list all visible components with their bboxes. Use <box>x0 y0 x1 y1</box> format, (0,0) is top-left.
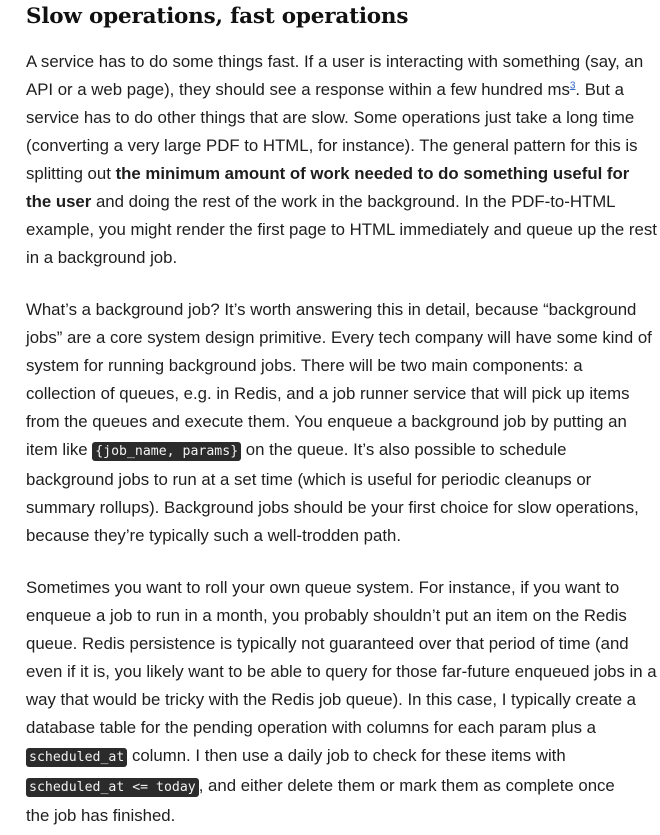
text-line: A service has to do some things fast. If a user is interacting with something (say, an <box>26 52 644 71</box>
text-line: in a background job. <box>26 248 178 267</box>
text-line: from the queues and execute them. You enqueue a background job by putting an <box>26 412 627 431</box>
emphasis-text: the minimum amount of work needed to do something useful for <box>115 164 630 183</box>
text-line: example, you might render the first page to HTML immediately and queue up the rest <box>26 220 657 239</box>
text-line: database table for the pending operation with columns for each param plus a <box>26 718 596 737</box>
text-line: way that would be tricky with the Redis job queue). In this case, I typically create a <box>26 690 637 709</box>
text-line: splitting out the minimum amount of work needed to do something useful for <box>26 164 630 183</box>
paragraph-background-jobs <box>26 296 660 550</box>
text-line: summary rollups). Background jobs should be your first choice for slow operations, <box>26 498 639 517</box>
text-line: jobs” are a core system design primitive. Every tech company will have some kind of <box>26 328 652 347</box>
text-line: because they’re typically such a well-trodden path. <box>26 526 401 545</box>
footnote-link[interactable]: 3 <box>569 80 576 92</box>
text-line: background jobs to run at a set time (which is useful for periodic cleanups or <box>26 470 592 489</box>
text-line: enqueue a job to run in a month, you probably shouldn’t put an item on the Redis <box>26 606 627 625</box>
text-line: the job has finished. <box>26 806 176 825</box>
text-line: Sometimes you want to roll your own queue system. For instance, if you want to <box>26 578 620 597</box>
text-line: collection of queues, e.g. in Redis, and a job runner service that will pick up items <box>26 384 630 403</box>
inline-code: {job_name, params} <box>92 442 241 461</box>
section-heading: Slow operations, fast operations <box>26 4 409 29</box>
emphasis-text: the user <box>26 192 92 211</box>
inline-code: scheduled_at <box>26 748 127 767</box>
text-line: system for running background jobs. There will be two main components: a <box>26 356 583 375</box>
text-line: API or a web page), they should see a response within a few hundred $ms^3$. But a <box>26 80 624 99</box>
text-line: (converting a very large PDF to HTML, for instance). The general pattern for this is <box>26 136 638 155</box>
text-line: scheduled_at column. I then use a daily job to check for these items with <box>26 742 660 772</box>
text-line: queue. Redis persistence is typically not guaranteed over that period of time (and <box>26 634 629 653</box>
inline-code: scheduled_at <= today <box>26 778 199 797</box>
text-line: even if it is, you likely want to be able to query for those far-future enqueued jobs in a <box>26 662 657 681</box>
text-line: What’s a background job? It’s worth answering this in detail, because “background <box>26 300 637 319</box>
text-line: the user and doing the rest of the work in the background. In the PDF-to-HTML <box>26 192 616 211</box>
paragraph-own-queue <box>26 574 660 830</box>
text-line: scheduled_at <= today , and either delete them or mark them as complete once <box>26 772 660 802</box>
text-line: item like {job_name, params} on the queue. It’s also possible to schedule <box>26 440 567 459</box>
paragraph-fast-slow <box>26 48 660 272</box>
text-line: service has to do other things that are slow. Some operations just take a long time <box>26 108 635 127</box>
article <box>26 0 660 830</box>
